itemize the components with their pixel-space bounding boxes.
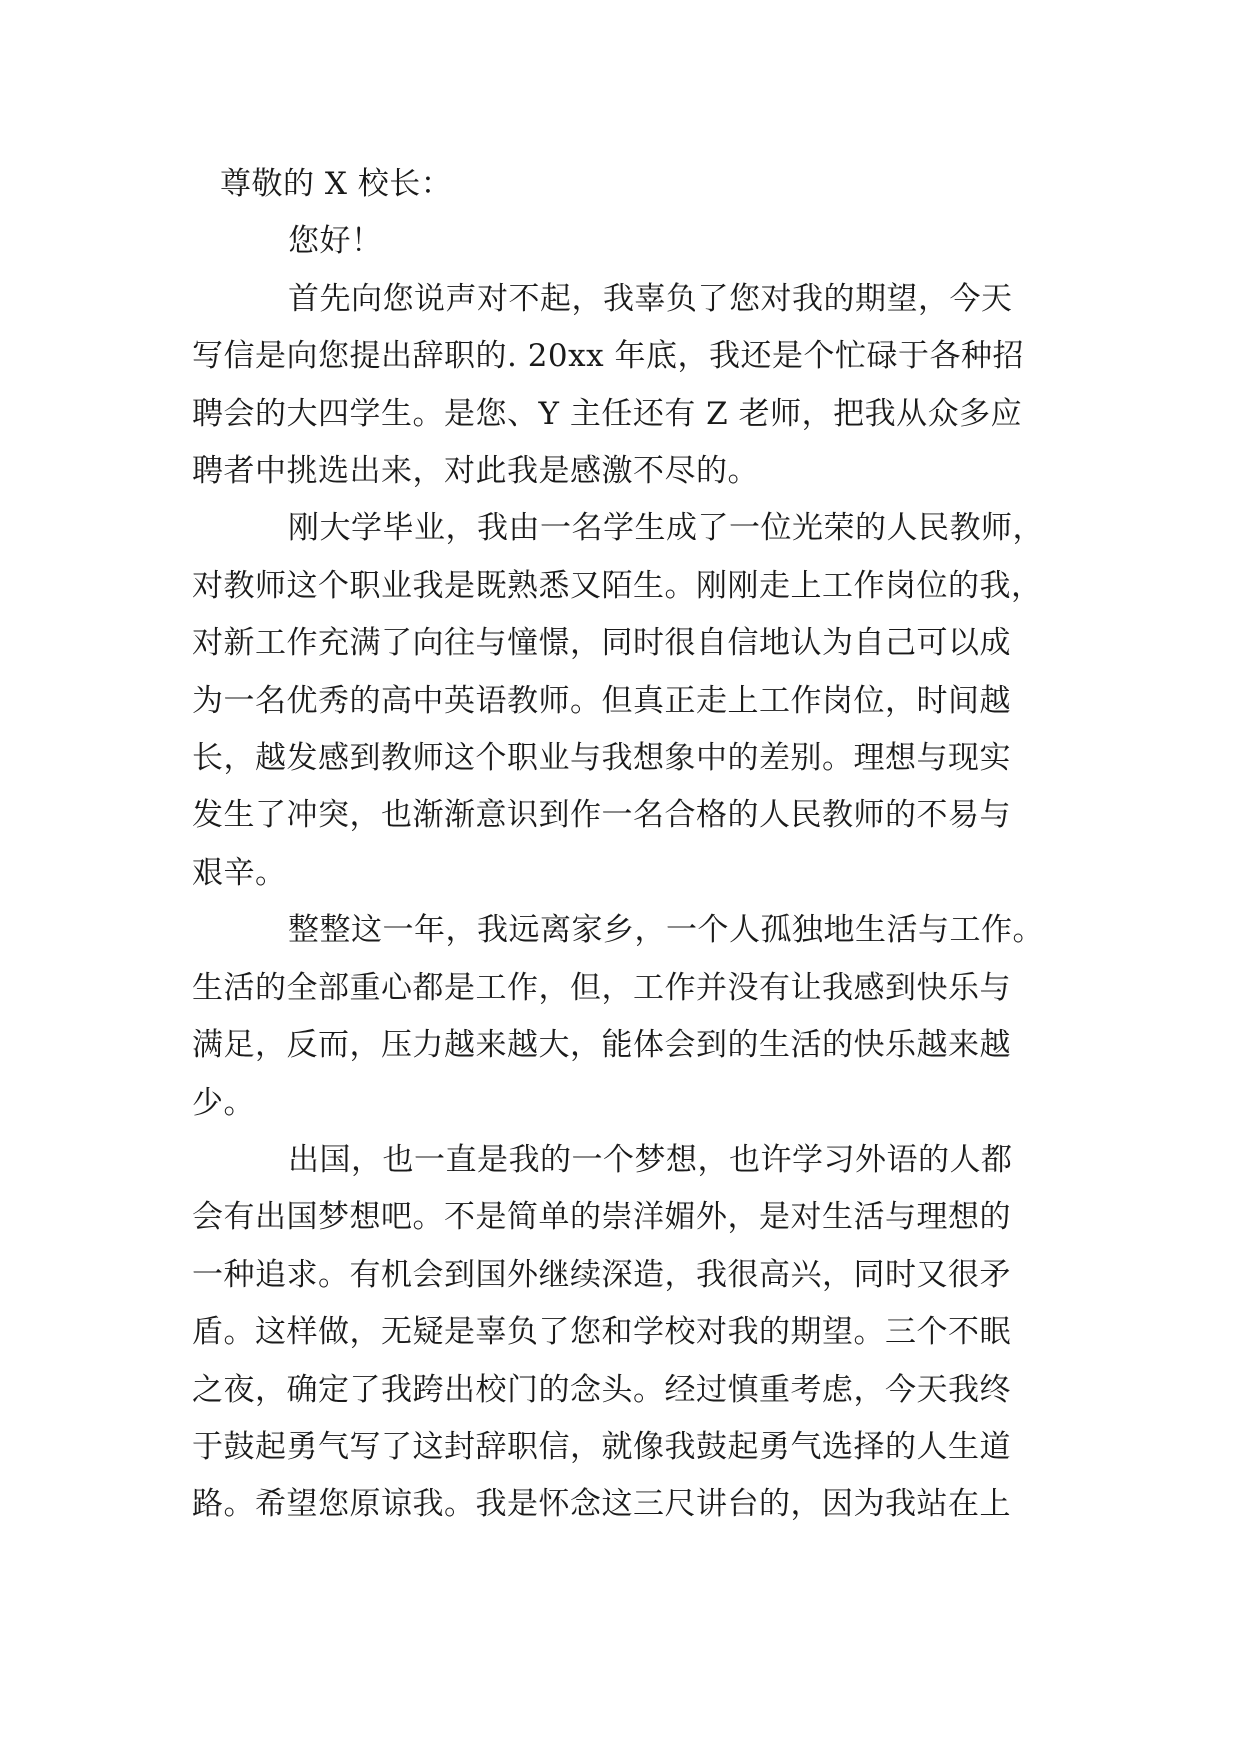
paragraph-apology <box>192 271 1060 501</box>
text-line: 为一名优秀的高中英语教师。但真正走上工作岗位，时间越 <box>192 682 1011 719</box>
text-line: 少。 <box>192 1084 255 1121</box>
paragraph-year-away <box>192 902 1060 1132</box>
text-line: 写信是向您提出辞职的. 20xx 年底，我还是个忙碌于各种招 <box>192 338 1024 375</box>
paragraph-going-abroad <box>192 1132 1060 1534</box>
text-line: 首先向您说声对不起，我辜负了您对我的期望，今天 <box>288 280 1013 317</box>
text-line: 整整这一年，我远离家乡，一个人孤独地生活与工作。 <box>288 912 1044 949</box>
paragraph-graduation <box>192 500 1060 902</box>
text-line: 路。希望您原谅我。我是怀念这三尺讲台的，因为我站在上 <box>192 1486 1011 1523</box>
text-line: 出国，也一直是我的一个梦想，也许学习外语的人都 <box>288 1141 1013 1178</box>
text-line: 对新工作充满了向往与憧憬，同时很自信地认为自己可以成 <box>192 625 1011 662</box>
text-line: 会有出国梦想吧。不是简单的崇洋媚外，是对生活与理想的 <box>192 1199 1011 1236</box>
text-line: 长，越发感到教师这个职业与我想象中的差别。理想与现实 <box>192 740 1011 777</box>
text-line: 聘者中挑选出来，对此我是感激不尽的。 <box>192 453 759 490</box>
text-line: 满足，反而，压力越来越大，能体会到的生活的快乐越来越 <box>192 1027 1011 1064</box>
text-line: 于鼓起勇气写了这封辞职信，就像我鼓起勇气选择的人生道 <box>192 1428 1011 1465</box>
text-line: 一种追求。有机会到国外继续深造，我很高兴，同时又很矛 <box>192 1256 1011 1293</box>
text-line: 艰辛。 <box>192 854 287 891</box>
greeting: 您好！ <box>288 223 383 260</box>
text-line: 对教师这个职业我是既熟悉又陌生。刚刚走上工作岗位的我， <box>192 567 1043 604</box>
text-line: 刚大学毕业，我由一名学生成了一位光荣的人民教师， <box>288 510 1044 547</box>
text-line: 发生了冲突，也渐渐意识到作一名合格的人民教师的不易与 <box>192 797 1011 834</box>
text-line: 聘会的大四学生。是您、Y 主任还有 Z 老师，把我从众多应 <box>192 395 1023 432</box>
resignation-letter-body <box>192 156 1060 1534</box>
text-line: 生活的全部重心都是工作，但，工作并没有让我感到快乐与 <box>192 969 1011 1006</box>
salutation: 尊敬的 X 校长： <box>220 166 453 202</box>
text-line: 盾。这样做，无疑是辜负了您和学校对我的期望。三个不眠 <box>192 1314 1011 1351</box>
text-line: 之夜，确定了我跨出校门的念头。经过慎重考虑，今天我终 <box>192 1371 1011 1408</box>
